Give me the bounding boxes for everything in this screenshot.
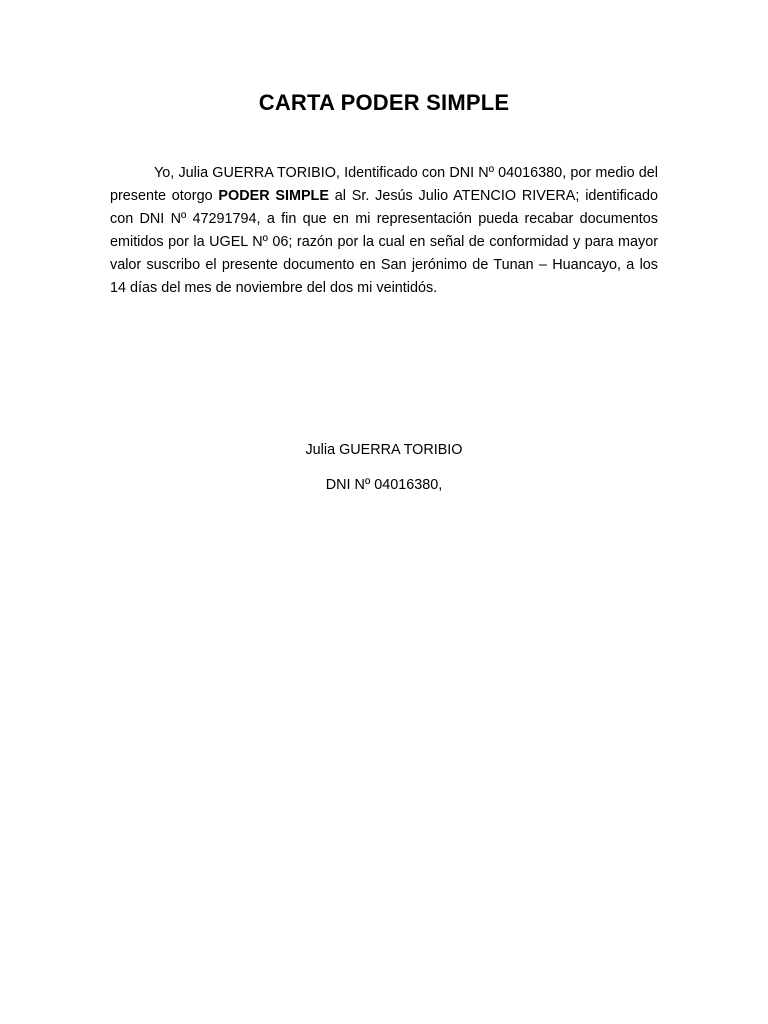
signature-dni: DNI Nº 04016380, [325, 477, 443, 493]
body-emphasis-poder-simple: PODER SIMPLE [218, 188, 329, 204]
body-text-part-1: Yo, Julia GUERRA TORIBIO, Identificado con DNI Nº 04016380, por medio del presente otorgo [110, 165, 658, 204]
document-body-paragraph [110, 162, 658, 300]
document-title: CARTA PODER SIMPLE [258, 90, 510, 115]
body-text-part-2: al Sr. Jesús Julio ATENCIO RIVERA; identificado con DNI Nº 47291794, a fin que en mi representación pueda recabar documentos emitidos por la UGEL Nº 06; razón por la cual en señal de conformidad y para mayor valor suscribo el presente documento en San jerónimo de Tunan – Huancayo, a los 14 días del mes de noviembre del dos mi veintidós. [110, 188, 658, 296]
signature-name: Julia GUERRA TORIBIO [305, 442, 463, 458]
